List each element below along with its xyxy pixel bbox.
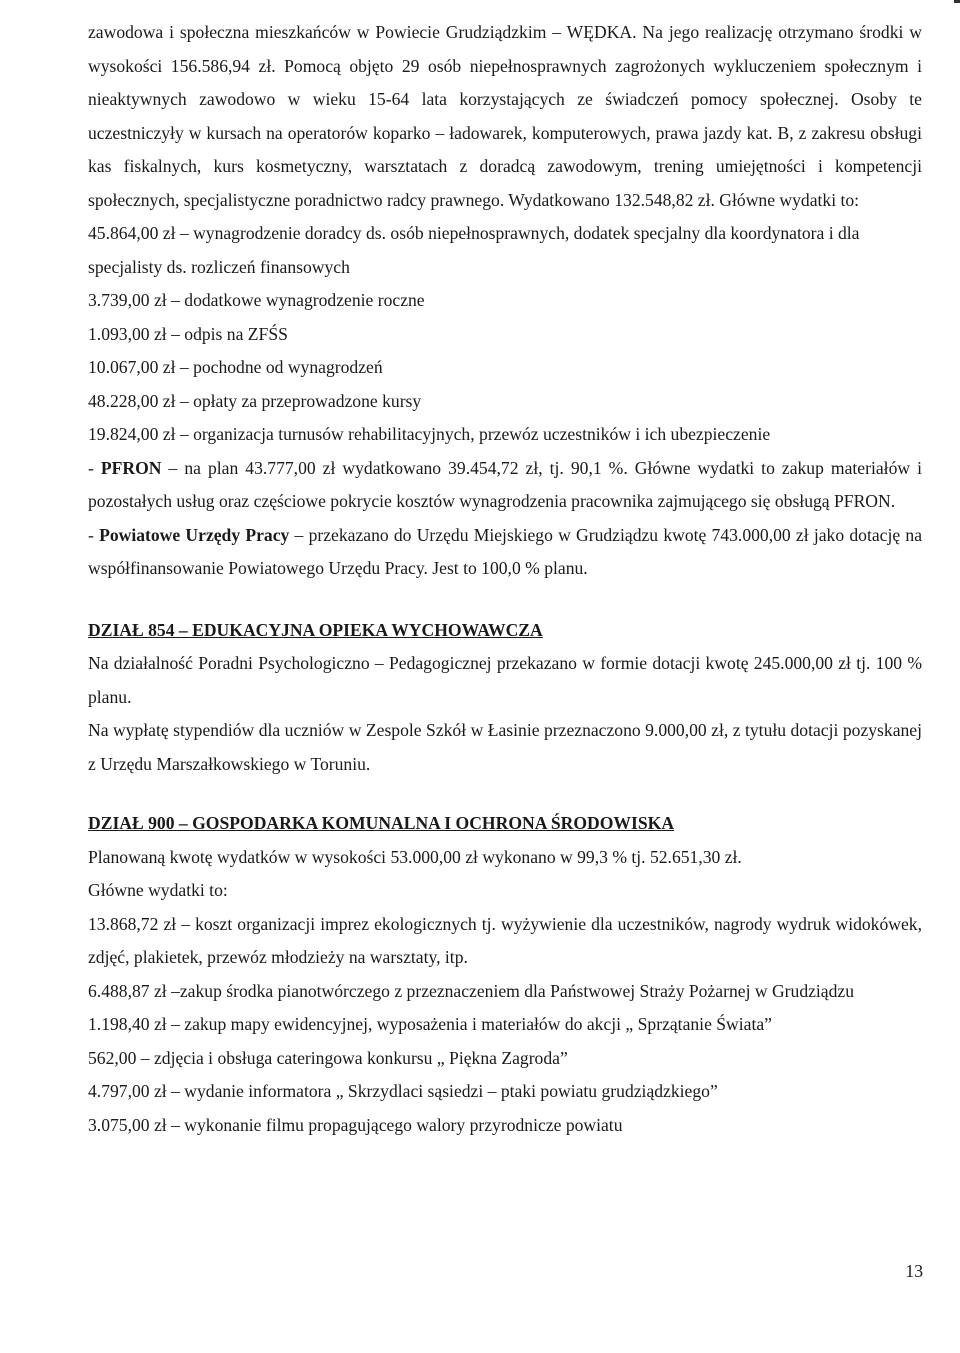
expense-item: 3.075,00 zł – wykonanie filmu propagującego walory przyrodnicze powiatu	[88, 1114, 623, 1135]
paragraph-stypendia: Na wypłatę stypendiów dla uczniów w Zespole Szkół w Łasinie przeznaczono 9.000,00 zł, z tytułu dotacji pozyskanej z Urzędu Marszałkowskiego w Toruniu.	[88, 720, 922, 774]
expense-item: 3.739,00 zł – dodatkowe wynagrodzenie roczne	[88, 290, 425, 310]
expense-item: 4.797,00 zł – wydanie informatora „ Skrzydlaci sąsiedzi – ptaki powiatu grudziądzkiego”	[88, 1081, 718, 1101]
paragraph-plan: Planowaną kwotę wydatków w wysokości 53.000,00 zł wykonano w 99,3 % tj. 52.651,30 zł.	[88, 846, 742, 867]
expense-item: 6.488,87 zł –zakup środka pianotwórczego z przeznaczeniem dla Państwowej Straży Pożarnej w Grudziądzu	[88, 980, 855, 1001]
pup-text: – przekazano do Urzędu Miejskiego w Grudziądzu kwotę 743.000,00 zł jako dotację na współfinansowanie Powiatowego Urzędu Pracy. Jest to 100,0 % planu.	[88, 524, 923, 578]
expense-item: 10.067,00 zł – pochodne od wynagrodzeń	[88, 357, 383, 377]
pup-dash: -	[88, 524, 100, 545]
paragraph-pfron	[88, 452, 922, 519]
paragraph-wedka: zawodowa i społeczna mieszkańców w Powiecie Grudziądzkim – WĘDKA. Na jego realizację otrzymano środki w wysokości 156.586,94 zł. Pomocą objęto 29 osób niepełnosprawnych zagrożonych wykluczeniem społecznym i nieaktywnych zawodowo w wieku 15-64 lata korzystających ze świadczeń pomocy społecznej. Osoby te uczestniczyły w kursach na operatorów koparko – ładowarek, komputerowych, prawa jazdy kat. B, z zakresu obsługi kas fiskalnych, kurs kosmetyczny, warsztatach z doradcą zawodowym, trening umiejętności i kompetencji społecznych, specjalistyczne poradnictwo radcy prawnego. Wydatkowano 132.548,82 zł. Główne wydatki to:	[88, 22, 922, 210]
pup-label: Powiatowe Urzędy Pracy	[99, 524, 290, 545]
section-heading-854: DZIAŁ 854 – EDUKACYJNA OPIEKA WYCHOWAWCZA	[88, 619, 543, 640]
paragraph-poradnia: Na działalność Poradni Psychologiczno – Pedagogicznej przekazano w formie dotacji kwotę 245.000,00 zł tj. 100 % planu.	[88, 653, 922, 707]
paragraph-pup	[88, 519, 922, 586]
document-page	[88, 16, 922, 1142]
section-heading-900: DZIAŁ 900 – GOSPODARKA KOMUNALNA I OCHRONA ŚRODOWISKA	[88, 813, 675, 833]
pfron-dash: -	[88, 457, 101, 478]
pfron-text: – na plan 43.777,00 zł wydatkowano 39.454,72 zł, tj. 90,1 %. Główne wydatki to zakup materiałów i pozostałych usług oraz częściowe pokrycie kosztów wynagrodzenia pracownika zajmującego się obsługą PFRON.	[88, 457, 922, 511]
expense-item: 562,00 – zdjęcia i obsługa cateringowa konkursu „ Piękna Zagroda”	[88, 1047, 568, 1068]
section-spacer	[88, 586, 922, 614]
expense-item: 1.093,00 zł – odpis na ZFŚS	[88, 323, 288, 344]
pfron-label: PFRON	[100, 457, 162, 478]
expense-item: 13.868,72 zł – koszt organizacji imprez ekologicznych tj. wyżywienie dla uczestników, nagrody wydruk widokówek, zdjęć, plakietek, przewóz młodzieży na warsztaty, itp.	[88, 913, 922, 967]
expense-item: 1.198,40 zł – zakup mapy ewidencyjnej, wyposażenia i materiałów do akcji „ Sprzątanie Świata”	[88, 1014, 772, 1034]
scan-corner-mark	[954, 0, 960, 3]
section-spacer	[88, 781, 922, 807]
paragraph-main-expenses: Główne wydatki to:	[88, 880, 228, 900]
expense-item: 45.864,00 zł – wynagrodzenie doradcy ds. osób niepełnosprawnych, dodatek specjalny dla koordynatora i dla specjalisty ds. rozliczeń finansowych	[88, 223, 860, 277]
expense-item: 19.824,00 zł – organizacja turnusów rehabilitacyjnych, przewóz uczestników i ich ubezpieczenie	[88, 424, 771, 444]
page-number: 13	[905, 1261, 923, 1281]
expense-item: 48.228,00 zł – opłaty za przeprowadzone kursy	[88, 390, 422, 411]
